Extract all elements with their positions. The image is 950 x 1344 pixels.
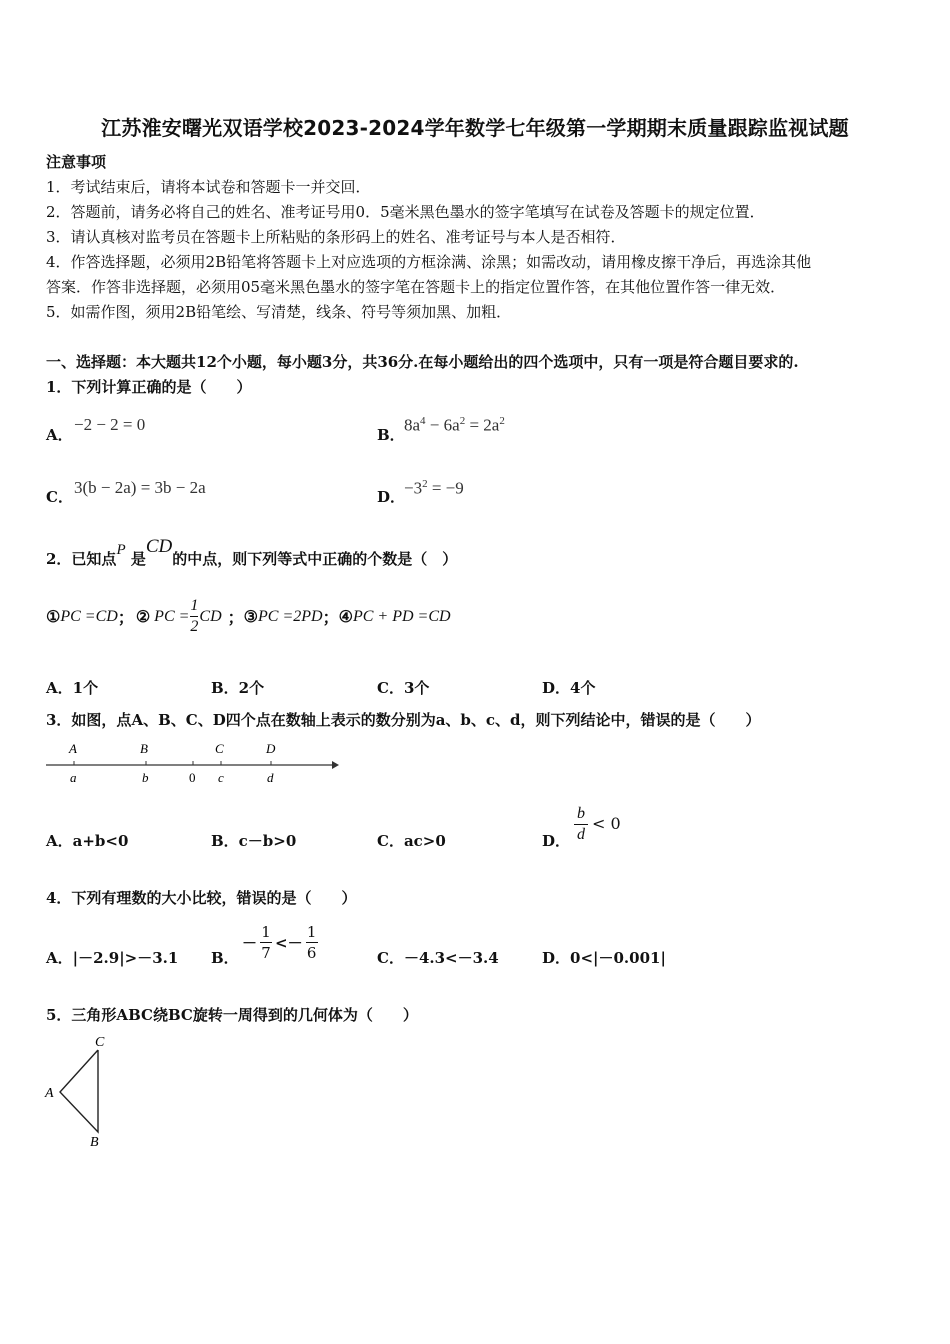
q1-option-a-label: A． — [46, 426, 73, 444]
point-label-lower: d — [267, 770, 274, 785]
q3-option-a: A．a+b<0 — [46, 832, 129, 850]
vertex-label-a: A — [45, 1086, 54, 1101]
point-label-lower: b — [142, 770, 149, 785]
q4-option-b-label: B． — [211, 949, 239, 967]
q2-option-a: A．1个 — [46, 679, 99, 697]
notice-item: 答案．作答非选择题，必须用05毫米黑色墨水的签字笔在答题卡上的指定位置作答，在其他位置作答一律无效． — [46, 278, 786, 296]
q1-option-b-label: B． — [377, 426, 405, 444]
notice-item: 5．如需作图，须用2B铅笔绘、写清楚，线条、符号等须加黑、加粗． — [46, 303, 512, 321]
vertex-label-b: B — [90, 1135, 99, 1150]
vertex-label-c: C — [95, 1035, 105, 1050]
point-label-upper: D — [266, 741, 276, 756]
point-label-upper: B — [140, 741, 148, 756]
number-line-figure — [40, 736, 340, 790]
notice-heading: 注意事项 — [46, 153, 107, 171]
notice-item: 3．请认真核对监考员在答题卡上所粘贴的条形码上的姓名、准考证号与本人是否相符． — [46, 228, 626, 246]
q2-option-b: B．2个 — [211, 679, 265, 697]
question-2-stem: 2．已知点P 是CD的中点，则下列等式中正确的个数是（ ） — [46, 536, 458, 568]
page-title: 江苏淮安曙光双语学校2023-2024学年数学七年级第一学期期末质量跟踪监视试题 — [101, 116, 849, 140]
notice-item: 4．作答选择题，必须用2B铅笔将答题卡上对应选项的方框涂满、涂黑；如需改动，请用橡皮擦干净后，再选涂其他 — [46, 253, 812, 271]
section-heading: 一、选择题：本大题共12个小题，每小题3分，共36分.在每小题给出的四个选项中，只有一项是符合题目要求的. — [46, 353, 799, 371]
q3-option-b: B．c－b>0 — [211, 832, 297, 850]
q1-option-a: −2 − 2 = 0 — [74, 415, 146, 434]
notice-item: 1．考试结束后，请将本试卷和答题卡一并交回． — [46, 178, 371, 196]
q2-option-d: D．4个 — [542, 679, 596, 697]
q1-option-d: $-3^2 = -9$ — [404, 478, 464, 498]
q3-option-d: $\frac{b}{d}$ < 0 — [574, 804, 621, 845]
q3-option-c: C．ac>0 — [377, 832, 446, 850]
q1-option-b: $8a^4 - 6a^2 = 2a^2$ — [404, 415, 505, 435]
point-label-lower: c — [218, 770, 224, 785]
q4-option-a: A．|－2.9|>－3.1 — [46, 949, 179, 967]
q2-statements: ① PC =CD ； ② PC = $\frac{1}{2}$ CD ； ③ PC =2PD ； ④ PC + PD =CD — [46, 597, 451, 635]
arrow-head-icon — [332, 761, 339, 769]
q1-option-c-label: C． — [46, 488, 73, 506]
question-4-stem: 4．下列有理数的大小比较，错误的是（ ） — [46, 889, 357, 907]
triangle-abc — [60, 1050, 98, 1132]
q1-option-c: 3(b − 2a) = 3b − 2a — [74, 478, 206, 497]
point-label-upper: C — [215, 741, 224, 756]
point-label-lower: 0 — [189, 770, 196, 785]
question-3-stem: 3．如图，点A、B、C、D四个点在数轴上表示的数分别为a、b、c、d，则下列结论中，错误的是（ ） — [46, 711, 761, 729]
q4-option-b: － $\frac{1}{7}$ <－ $\frac{1}{6}$ — [242, 923, 317, 962]
question-5-stem: 5．三角形ABC绕BC旋转一周得到的几何体为（ ） — [46, 1006, 418, 1024]
q2-option-c: C．3个 — [377, 679, 430, 697]
point-label-upper: A — [69, 741, 77, 756]
q3-option-d-label: D． — [542, 832, 571, 850]
q4-option-c: C．－4.3<－3.4 — [377, 949, 499, 967]
q4-option-d: D．0<|－0.001| — [542, 949, 666, 967]
triangle-figure — [40, 1030, 120, 1152]
q1-option-d-label: D． — [377, 488, 406, 506]
notice-item: 2．答题前，请务必将自己的姓名、准考证号用0．5毫米黑色墨水的签字笔填写在试卷及答题卡的规定位置． — [46, 203, 765, 221]
question-1-stem: 1．下列计算正确的是（ ） — [46, 378, 252, 396]
point-label-lower: a — [70, 770, 77, 785]
